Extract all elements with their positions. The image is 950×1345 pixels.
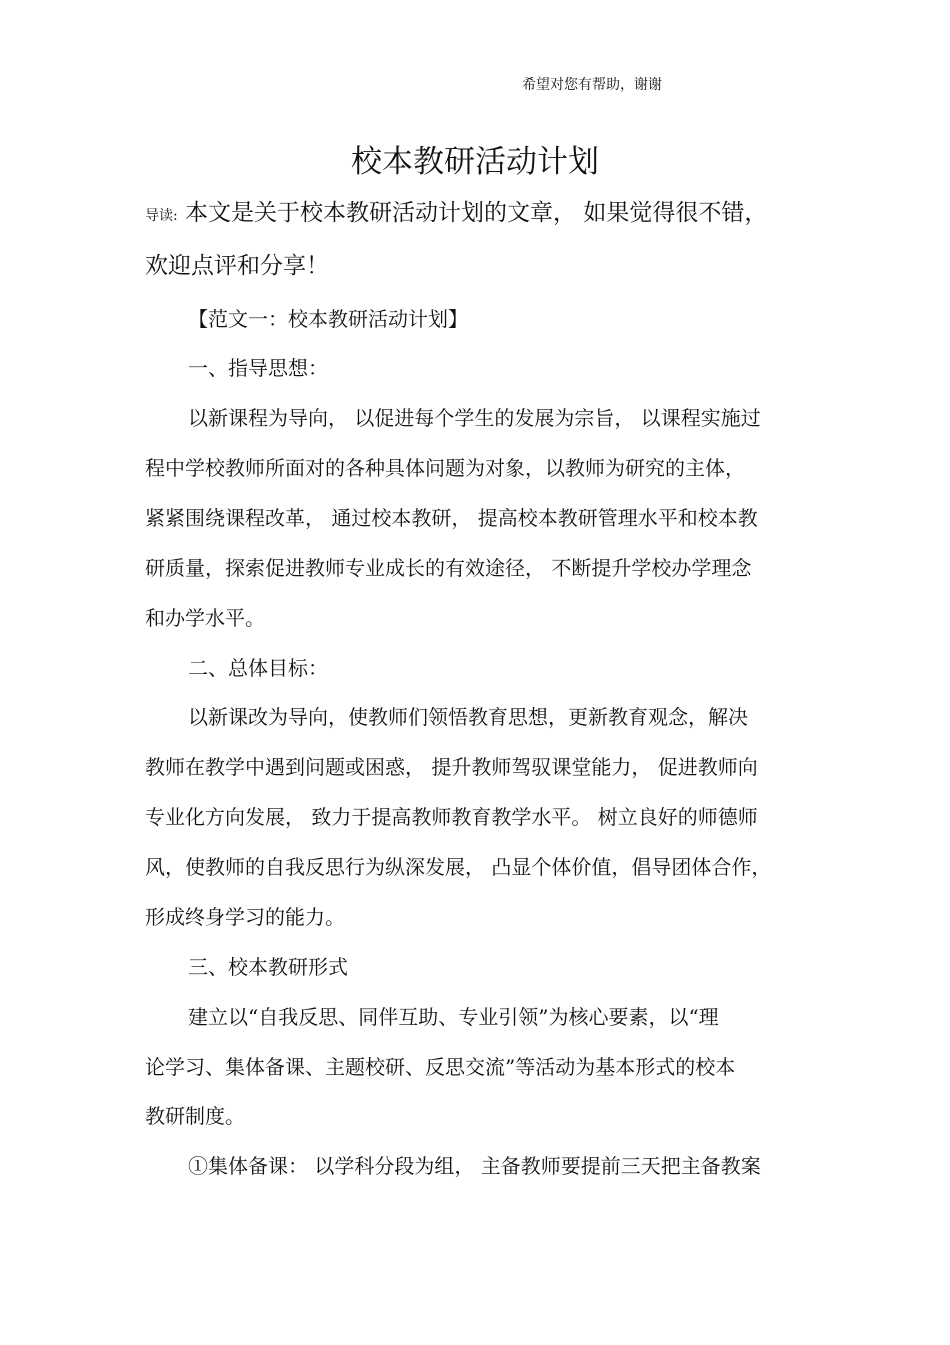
paragraph-line: 风，使教师的自我反思行为纵深发展， 凸显个体价值，倡导团体合作， <box>145 855 772 879</box>
paragraph-line: 和办学水平。 <box>145 606 265 630</box>
section-heading: 【范文一：校本教研活动计划】 <box>188 307 468 331</box>
intro-text-continued: 欢迎点评和分享！ <box>145 253 329 279</box>
paragraph-line: 建立以“自我反思、同伴互助、专业引领”为核心要素，以“理 <box>188 1005 719 1029</box>
section-heading: 一、指导思想： <box>188 356 328 380</box>
paragraph-line: 紧紧围绕课程改革， 通过校本教研， 提高校本教研管理水平和校本教 <box>145 506 758 530</box>
section-heading: 三、校本教研形式 <box>188 955 348 979</box>
paragraph-line: 研质量，探索促进教师专业成长的有效途径， 不断提升学校办学理念 <box>145 556 752 580</box>
document-title: 校本教研活动计划 <box>351 144 599 180</box>
paragraph-line: 程中学校教师所面对的各种具体问题为对象，以教师为研究的主体， <box>145 456 745 480</box>
intro-text: 本文是关于校本教研活动计划的文章， 如果觉得很不错， <box>177 200 768 226</box>
paragraph-line: 论学习、集体备课、主题校研、反思交流”等活动为基本形式的校本 <box>145 1055 736 1079</box>
paragraph-line: 教研制度。 <box>145 1104 245 1128</box>
paragraph-line: 专业化方向发展， 致力于提高教师教育教学水平。 树立良好的师德师 <box>145 805 758 829</box>
intro-line-1 <box>145 199 767 230</box>
header-note: 希望对您有帮助，谢谢 <box>522 77 662 93</box>
paragraph-line: 以新课程为导向， 以促进每个学生的发展为宗旨， 以课程实施过 <box>188 406 761 430</box>
paragraph-line: 教师在教学中遇到问题或困惑， 提升教师驾驭课堂能力， 促进教师向 <box>145 755 758 779</box>
paragraph-line: ①集体备课： 以学科分段为组， 主备教师要提前三天把主备教案 <box>188 1154 761 1178</box>
intro-label: 导读: <box>145 208 178 224</box>
paragraph-line: 以新课改为导向，使教师们领悟教育思想，更新教育观念，解决 <box>188 705 748 729</box>
paragraph-line: 形成终身学习的能力。 <box>145 905 345 929</box>
section-heading: 二、总体目标： <box>188 656 328 680</box>
intro-line-2 <box>145 252 329 280</box>
